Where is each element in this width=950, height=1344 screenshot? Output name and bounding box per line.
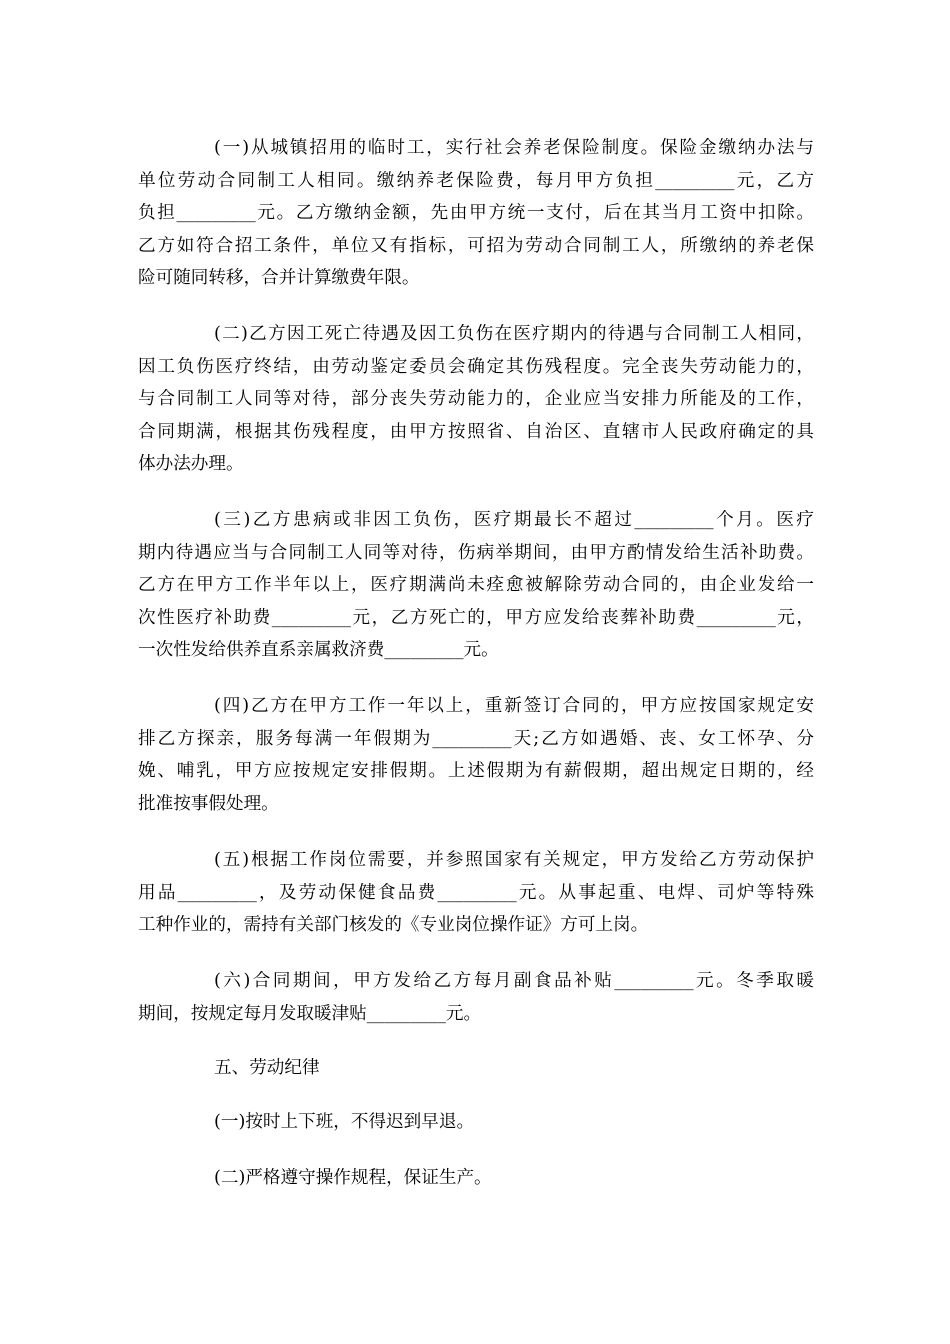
paragraph-line: 期间，按规定每月发取暖津贴_________元。 [138, 1003, 482, 1024]
paragraph-line: 单位劳动合同制工人相同。缴纳养老保险费，每月甲方负担_________元，乙方 [138, 170, 814, 191]
paragraph-line: (一)从城镇招用的临时工，实行社会养老保险制度。保险金缴纳办法与 [214, 138, 814, 158]
paragraph-line: 合同期满，根据其伤残程度，由甲方按照省、自治区、直辖市人民政府确定的具 [138, 421, 814, 442]
paragraph-line: (二)乙方因工死亡待遇及因工负伤在医疗期内的待遇与合同制工人相同， [214, 324, 814, 344]
paragraph-6 [138, 965, 814, 1030]
paragraph-line: 娩、哺乳，甲方应按规定安排假期。上述假期为有薪假期，超出规定日期的，经 [138, 761, 814, 781]
paragraph-line: 负担_________元。乙方缴纳金额，先由甲方统一支付，后在其当月工资中扣除。 [138, 203, 814, 223]
paragraph-line: 乙方如符合招工条件，单位又有指标，可招为劳动合同制工人，所缴纳的养老保 [138, 235, 814, 256]
paragraph-line: 工种作业的，需持有关部门核发的《专业岗位操作证》方可上岗。 [138, 915, 649, 935]
paragraph-line: 一次性发给供养直系亲属救济费_________元。 [138, 640, 499, 660]
paragraph-line: (五)根据工作岗位需要，并参照国家有关规定，甲方发给乙方劳动保护 [214, 850, 814, 870]
paragraph-4 [138, 690, 814, 820]
paragraph-3 [138, 504, 814, 667]
paragraph-line: 体办法办理。 [138, 454, 244, 474]
section-heading: 五、劳动纪律 [214, 1058, 320, 1078]
paragraph-line: 排乙方探亲，服务每满一年假期为_________天;乙方如遇婚、丧、女工怀孕、分 [138, 728, 814, 749]
paragraph-2 [138, 318, 814, 481]
paragraph-line: 因工负伤医疗终结，由劳动鉴定委员会确定其伤残程度。完全丧失劳动能力的， [138, 356, 814, 377]
paragraph-line: (三)乙方患病或非因工负伤，医疗期最长不超过_________个月。医疗 [214, 510, 814, 530]
paragraph-line: 乙方在甲方工作半年以上，医疗期满尚未痊愈被解除劳动合同的，由企业发给一 [138, 575, 814, 595]
paragraph-line: 批准按事假处理。 [138, 793, 279, 814]
paragraph-line: 期内待遇应当与合同制工人同等对待，伤病举期间，由甲方酌情发给生活补助费。 [138, 542, 814, 563]
paragraph-1 [138, 132, 814, 295]
paragraph-line: 次性医疗补助费_________元，乙方死亡的，甲方应发给丧葬补助费_________元， [138, 607, 814, 628]
paragraph-line: (六)合同期间，甲方发给乙方每月副食品补贴_________元。冬季取暖 [214, 971, 814, 991]
paragraph-line: (四)乙方在甲方工作一年以上，重新签订合同的，甲方应按国家规定安 [214, 696, 814, 716]
list-item: (二)严格遵守操作规程，保证生产。 [214, 1168, 492, 1188]
list-item: (一)按时上下班，不得迟到早退。 [214, 1112, 475, 1132]
paragraph-line: 用品_________，及劳动保健食品费_________元。从事起重、电焊、司炉等特殊 [138, 882, 814, 903]
paragraph-line: 与合同制工人同等对待，部分丧失劳动能力的，企业应当安排力所能及的工作， [138, 389, 814, 409]
paragraph-line: 险可随同转移，合并计算缴费年限。 [138, 268, 420, 288]
paragraph-5 [138, 844, 814, 942]
